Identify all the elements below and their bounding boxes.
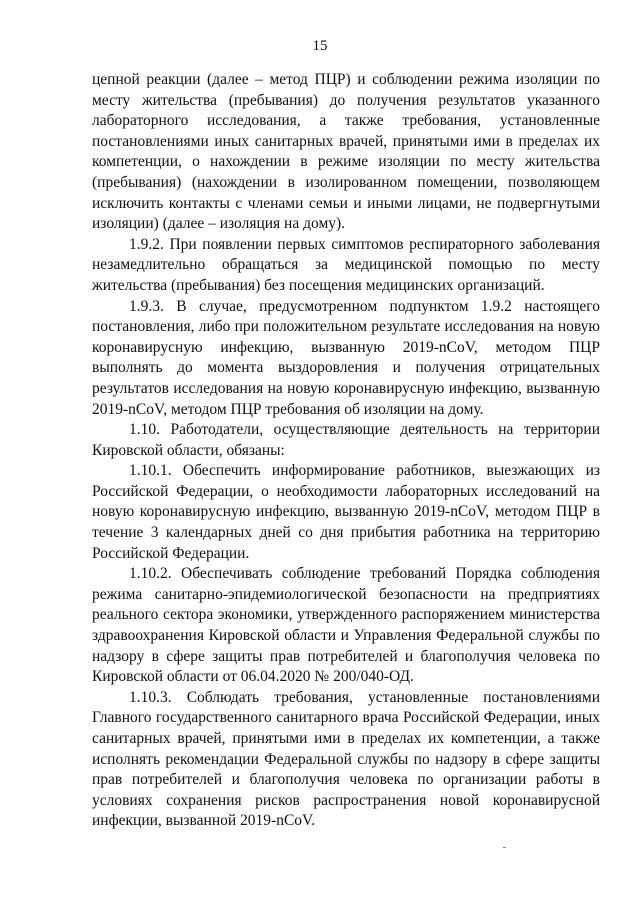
paragraph-1-10: 1.10. Работодатели, осуществляющие деятельность на территории Кировской области, обязаны: (92, 421, 600, 459)
paragraph-1-10-1: 1.10.1. Обеспечить информирование работников, выезжающих из Российской Федерации, о необходимости лабораторных исследований на новую коронавирусную инфекцию, вызванную 2019-nCoV, методом ПЦР в течение 3 календарных дней со дня прибытия работника на территорию Российской Федерации. (92, 462, 600, 562)
paragraph-1-9-2: 1.9.2. При появлении первых симптомов респираторного заболевания незамедлительно обращаться за медицинской помощью по месту жительства (пребывания) без посещения медицинских организаций. (92, 235, 600, 294)
page-number: 15 (312, 38, 328, 54)
paragraph-1-10-3: 1.10.3. Соблюдать требования, установленные постановлениями Главного государственного санитарного врача Российской Федерации, иных санитарных врачей, принятыми ими в пределах их компетенции, а также исполнять рекомендации Федеральной службы по надзору в сфере защиты прав потребителей и благополучия человека по организации работы в условиях сохранения рисков распространения новой коронавирусной инфекции, вызванной 2019-nCoV. (92, 688, 600, 830)
scan-speck (503, 847, 506, 848)
paragraph-1-10-2: 1.10.2. Обеспечивать соблюдение требований Порядка соблюдения режима санитарно-эпидемиологической безопасности на предприятиях реального сектора экономики, утвержденного распоряжением министерства здравоохранения Кировской области и Управления Федеральной службы по надзору в сфере защиты прав потребителей и благополучия человека по Кировской области от 06.04.2020 № 200/040-ОД. (92, 565, 600, 686)
paragraph-continuation: цепной реакции (далее – метод ПЦР) и соблюдении режима изоляции по месту жительства (пребывания) до получения результатов указанного лабораторного исследования, а также требования, установленные постановлениями иных санитарных врачей, принятыми ими в пределах их компетенции, о нахождении в режиме изоляции по месту жительства (пребывания) (нахождении в изолированном помещении, позволяющем исключить контакты с членами семьи и иными лицами, не подвергнутыми изоляции) (далее – изоляция на дому). (92, 71, 600, 233)
paragraph-1-9-3: 1.9.3. В случае, предусмотренном подпунктом 1.9.2 настоящего постановления, либо при положительном результате исследования на новую коронавирусную инфекцию, вызванную 2019-nCoV, методом ПЦР выполнять до момента выздоровления и получения отрицательных результатов исследования на новую коронавирусную инфекцию, вызванную 2019-nCoV, методом ПЦР требования об изоляции на дому. (92, 297, 600, 418)
document-body (92, 70, 600, 832)
